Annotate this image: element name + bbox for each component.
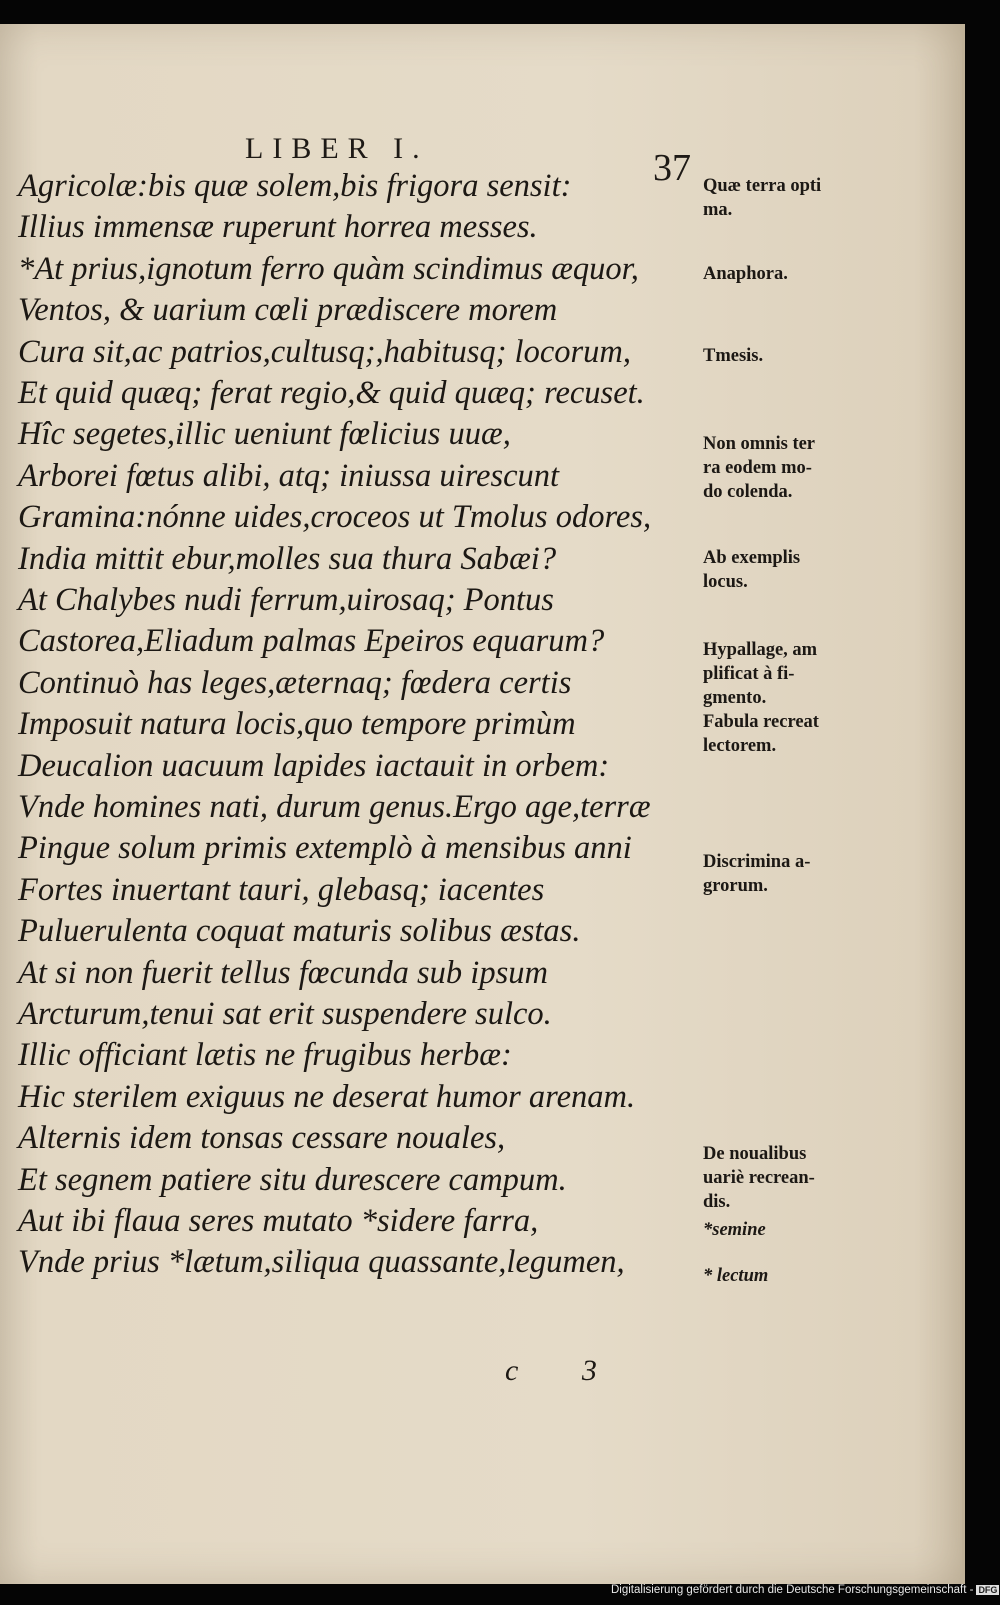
verse-line: Arborei fœtus alibi, atq; iniussa uirescunt — [18, 457, 560, 494]
verse-line: Vnde homines nati, durum genus.Ergo age,terræ — [18, 789, 651, 825]
verse-line: Pingue solum primis extemplò à mensibus anni — [18, 830, 632, 867]
verse-line: Et quid quæq; ferat regio,& quid quæq; recuset. — [18, 375, 645, 411]
verse-line: Vnde prius *lætum,siliqua quassante,legumen, — [18, 1244, 625, 1281]
margin-note — [703, 344, 863, 368]
signature-mark: c 3 — [505, 1354, 625, 1387]
margin-note-line: locus. — [703, 572, 748, 592]
dfg-logo: DFG — [978, 1585, 998, 1595]
margin-note — [703, 1218, 863, 1242]
verse-line: India mittit ebur,molles sua thura Sabæi? — [18, 540, 557, 577]
margin-note-line: Fabula recreat — [703, 712, 819, 732]
verse-line: Hic sterilem exiguus ne deserat humor arenam. — [18, 1078, 636, 1115]
verse-line: Fortes inuertant tauri, glebasq; iacentes — [18, 871, 545, 908]
footer-text: Digitalisierung gefördert durch die Deutsche Forschungsgemeinschaft - — [611, 1584, 974, 1596]
verse-line: Imposuit natura locis,quo tempore primùm — [18, 706, 576, 743]
verse-line: Deucalion uacuum lapides iactauit in orbem: — [18, 747, 610, 784]
digitization-footer — [611, 1584, 999, 1596]
verse-line: Continuò has leges,æternaq; fœdera certis — [18, 664, 572, 701]
margin-note-line: De noualibus — [703, 1144, 807, 1164]
verse-line: Agricolæ:bis quæ solem,bis frigora sensit: — [18, 168, 572, 204]
verse-line: At si non fuerit tellus fœcunda sub ipsum — [18, 954, 548, 991]
margin-note — [703, 1142, 863, 1214]
margin-note — [703, 1264, 863, 1288]
verse-line: Alternis idem tonsas cessare nouales, — [18, 1120, 506, 1157]
verse-line: Ventos, & uarium cœli prædiscere morem — [18, 292, 558, 329]
verse-line: Aut ibi flaua seres mutato *sidere farra, — [18, 1203, 539, 1239]
page-number: 37 — [653, 147, 691, 189]
margin-note-line: grorum. — [703, 876, 768, 896]
book-page — [0, 24, 965, 1584]
verse-line: Arcturum,tenui sat erit suspendere sulco. — [18, 996, 552, 1032]
margin-note-line: Anaphora. — [703, 264, 788, 284]
margin-note — [703, 432, 863, 504]
margin-note-line: Ab exemplis — [703, 548, 801, 568]
verse-line: Illius immensæ ruperunt horrea messes. — [18, 209, 538, 246]
margin-note-line: plificat à fi- — [703, 664, 795, 684]
margin-note-line: do colenda. — [703, 482, 793, 502]
verse-line: Puluerulenta coquat maturis solibus æstas. — [18, 913, 581, 950]
margin-note-line: Tmesis. — [703, 346, 764, 366]
margin-note-line: ma. — [703, 200, 733, 220]
running-title: LIBER I. — [245, 132, 429, 165]
verse-line: Illic officiant lætis ne frugibus herbæ: — [18, 1037, 512, 1074]
verse-line: *At prius,ignotum ferro quàm scindimus æquor, — [18, 250, 639, 287]
verse-line: Castorea,Eliadum palmas Epeiros equarum? — [18, 623, 605, 660]
margin-note — [703, 262, 863, 286]
margin-note-line: *semine — [703, 1220, 766, 1240]
margin-note-line: Quæ terra opti — [703, 176, 822, 196]
margin-note — [703, 638, 863, 758]
verse-line: Gramina:nónne uides,croceos ut Tmolus odores, — [18, 499, 652, 536]
verse-line: Et segnem patiere situ durescere campum. — [18, 1161, 567, 1198]
verse-line: At Chalybes nudi ferrum,uirosaq; Pontus — [18, 582, 554, 618]
margin-note-line: lectorem. — [703, 736, 777, 756]
verse-line: Hîc segetes,illic ueniunt fœlicius uuæ, — [18, 416, 511, 453]
margin-note-line: ra eodem mo- — [703, 458, 812, 478]
verse-line: Cura sit,ac patrios,cultusq;,habitusq; locorum, — [18, 333, 631, 370]
margin-note-line: Discrimina a- — [703, 852, 811, 872]
margin-note-line: Hypallage, am — [703, 640, 818, 660]
margin-note — [703, 174, 863, 222]
margin-note-line: * lectum — [703, 1266, 769, 1286]
margin-note — [703, 850, 863, 898]
margin-note — [703, 546, 863, 594]
margin-note-line: dis. — [703, 1192, 731, 1212]
margin-note-line: gmento. — [703, 688, 767, 708]
margin-note-line: Non omnis ter — [703, 434, 816, 454]
margin-note-line: uariè recrean- — [703, 1168, 815, 1188]
